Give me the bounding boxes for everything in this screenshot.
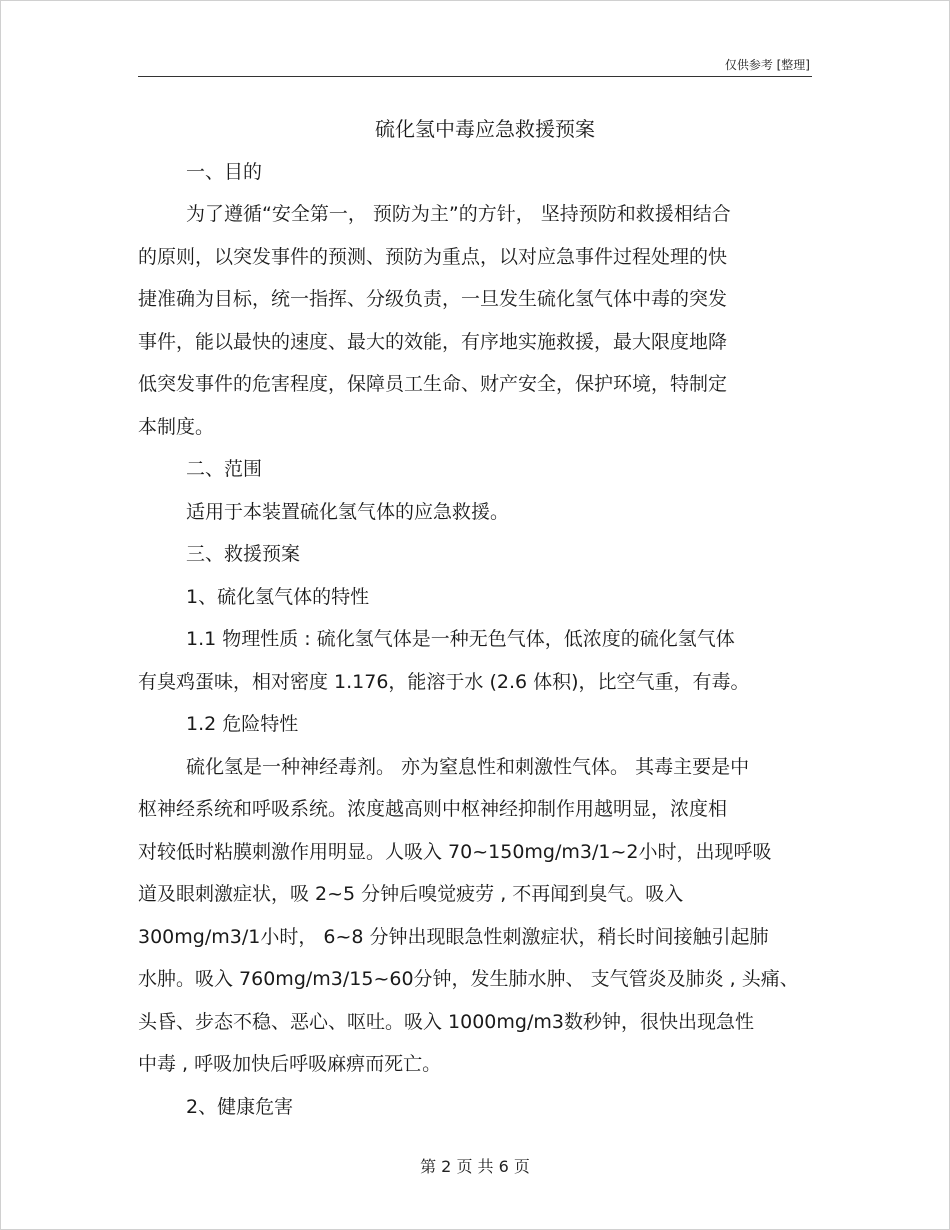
- document-title: 硫化氢中毒应急救援预案: [375, 117, 595, 141]
- header-rule: [138, 76, 812, 77]
- paragraph-line: 头昏、步态不稳、恶心、呕吐。吸入 1000mg/m3数秒钟，很快出现急性: [138, 1010, 754, 1033]
- subsection1-2-heading: 1.2 危险特性: [186, 713, 299, 735]
- paragraph-line: 低突发事件的危害程度，保障员工生命、财产安全，保护环境，特制定: [138, 373, 728, 395]
- paragraph-line: 对较低时粘膜刺激作用明显。人吸入 70~150mg/m3/1~2小时，出现呼吸: [138, 840, 772, 863]
- paragraph-line: 为了遵循“安全第一， 预防为主”的方针， 坚持预防和救援相结合: [186, 203, 731, 225]
- paragraph-line: 300mg/m3/1小时， 6~8 分钟出现眼急性刺激症状，稍长时间接触引起肺: [138, 925, 769, 948]
- paragraph-line: 有臭鸡蛋味，相对密度 1.176，能溶于水 (2.6 体积)，比空气重，有毒。: [138, 670, 750, 693]
- paragraph-line: 道及眼刺激症状，吸 2~5 分钟后嗅觉疲劳 , 不再闻到臭气。吸入: [138, 883, 684, 905]
- paragraph-line: 水肿。吸入 760mg/m3/15~60分钟，发生肺水肿、 支气管炎及肺炎 , 头痛、: [138, 968, 799, 990]
- subsection1-heading: 1、硫化氢气体的特性: [186, 585, 370, 608]
- subsection2-heading: 2、健康危害: [186, 1095, 294, 1118]
- document-body: [138, 108, 818, 1128]
- paragraph-line: 枢神经系统和呼吸系统。浓度越高则中枢神经抑制作用越明显，浓度相: [138, 798, 728, 820]
- paragraph-line: 事件，能以最快的速度、最大的效能，有序地实施救援，最大限度地降: [138, 330, 728, 353]
- subsection1-2-paragraph: [138, 746, 818, 1086]
- paragraph-line: 本制度。: [138, 415, 215, 438]
- subsection1-1-paragraph: [138, 618, 818, 703]
- paragraph-line: 硫化氢是一种神经毒剂。 亦为窒息性和刺激性气体。 其毒主要是中: [186, 755, 750, 778]
- section3-heading: 三、救援预案: [186, 543, 301, 565]
- page-number: 第 2 页 共 6 页: [420, 1157, 530, 1176]
- section1-heading: 一、目的: [186, 160, 263, 183]
- header-note: 仅供参考 [整理]: [724, 58, 810, 72]
- section2-text: 适用于本装置硫化氢气体的应急救援。: [186, 500, 510, 523]
- paragraph-line: 1.1 物理性质 : 硫化氢气体是一种无色气体，低浓度的硫化氢气体: [186, 628, 735, 650]
- paragraph-line: 的原则，以突发事件的预测、预防为重点，以对应急事件过程处理的快: [138, 245, 728, 268]
- paragraph-line: 中毒 , 呼吸加快后呼吸麻痹而死亡。: [138, 1053, 442, 1075]
- section1-paragraph: [138, 193, 818, 448]
- paragraph-line: 捷准确为目标，统一指挥、分级负责，一旦发生硫化氢气体中毒的突发: [138, 288, 728, 310]
- section2-heading: 二、范围: [186, 458, 263, 480]
